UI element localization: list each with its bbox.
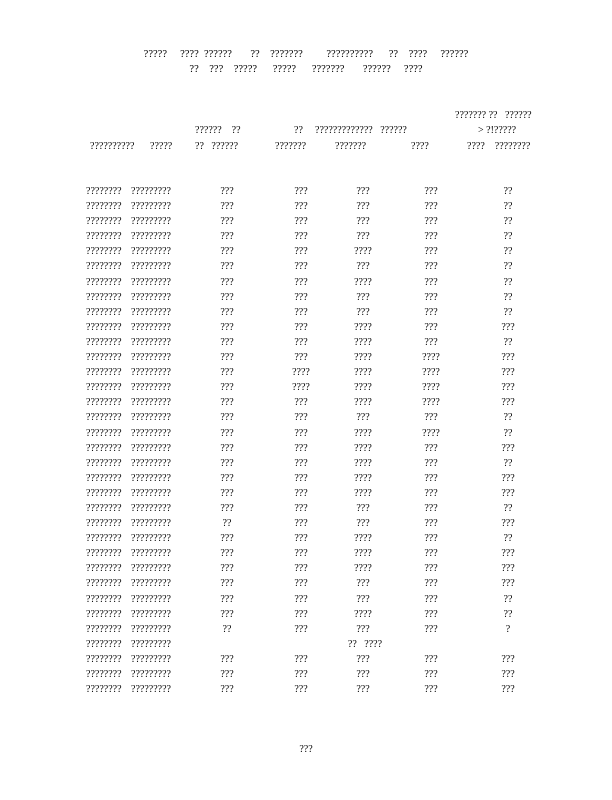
table-cell-c2: ?????????	[131, 487, 171, 499]
table-cell-c2: ?????????	[131, 336, 171, 348]
table-cell-c4: ???	[294, 578, 308, 590]
table-cell-c3: ???	[220, 276, 234, 288]
table-cell-c7: ???	[501, 669, 515, 680]
table-cell-c4: ???	[294, 231, 308, 243]
table-cell-c1: ????????	[86, 638, 122, 650]
header-col4-line-1: ??	[294, 125, 303, 136]
table-cell-c3: ???	[220, 412, 234, 424]
table-row	[0, 290, 612, 305]
table-cell-c2: ?????????	[131, 472, 171, 484]
table-cell-c7: ?	[505, 623, 511, 635]
table-cell-c7: ???	[501, 487, 515, 499]
table-cell-c1: ????????	[86, 593, 122, 605]
table-cell-c6: ???	[424, 457, 438, 469]
table-cell-c6: ???	[424, 593, 438, 605]
table-cell-c6: ????	[422, 382, 440, 394]
table-cell-c2: ?????????	[131, 623, 171, 635]
table-row	[0, 395, 612, 410]
table-cell-c7: ??	[503, 306, 513, 318]
table-cell-c4: ???	[294, 548, 308, 560]
table-cell-c6: ???	[424, 518, 438, 530]
table-cell-c2: ?????????	[131, 442, 171, 454]
table-cell-c3: ???	[220, 548, 234, 560]
table-cell-c5: ???	[356, 201, 370, 213]
table-cell-c2: ?????????	[131, 457, 171, 469]
table-cell-c1: ????????	[86, 216, 122, 228]
table-cell-c6: ???	[424, 306, 438, 318]
table-cell-c5: ????	[354, 533, 372, 545]
table-cell-c2: ?????????	[131, 669, 171, 680]
table-cell-c7: ???	[501, 442, 515, 454]
table-cell-c6: ???	[424, 623, 438, 635]
table-cell-c3: ???	[220, 563, 234, 575]
header-col5-6-line-1: ????????????? ??????	[315, 125, 407, 136]
table-cell-c4: ???	[294, 412, 308, 424]
table-cell-c2: ?????????	[131, 382, 171, 394]
table-cell-c3: ???	[220, 216, 234, 228]
table-cell-c2: ?????????	[131, 684, 171, 696]
table-cell-c4: ???	[294, 201, 308, 213]
table-cell-c4: ???	[294, 427, 308, 439]
table-cell-c6: ???	[424, 201, 438, 213]
table-row	[0, 516, 612, 531]
table-cell-c6: ???	[424, 412, 438, 424]
table-row	[0, 229, 612, 244]
table-cell-c5: ???	[356, 261, 370, 273]
table-row	[0, 441, 612, 456]
table-cell-c5: ???	[356, 216, 370, 228]
table-cell-c7: ??	[503, 201, 513, 213]
table-cell-c6: ???	[424, 246, 438, 258]
table-cell-c6: ???	[424, 669, 438, 680]
table-cell-c4: ???	[294, 261, 308, 273]
table-cell-c5: ???	[356, 186, 370, 197]
table-cell-c2: ?????????	[131, 653, 171, 665]
table-cell-c1: ????????	[86, 518, 122, 530]
table-row	[0, 486, 612, 501]
table-cell-c1: ????????	[86, 412, 122, 424]
table-cell-c6: ???	[424, 321, 438, 333]
table-cell-c7: ??	[503, 261, 513, 273]
table-cell-c1: ????????	[86, 563, 122, 575]
table-row	[0, 380, 612, 395]
table-cell-c1: ????????	[86, 653, 122, 665]
table-cell-c3: ??	[222, 623, 232, 635]
table-cell-c6: ???	[424, 548, 438, 560]
table-cell-c5: ????	[354, 548, 372, 560]
table-row	[0, 667, 612, 682]
table-cell-c4: ???	[294, 276, 308, 288]
table-cell-c5: ???	[356, 518, 370, 530]
table-cell-c3: ???	[220, 246, 234, 258]
table-cell-c3: ???	[220, 352, 234, 364]
header-col5-line-2: ???????	[335, 141, 367, 152]
table-cell-c2: ?????????	[131, 563, 171, 575]
table-cell-c1: ????????	[86, 336, 122, 348]
table-cell-c6: ???	[424, 533, 438, 545]
table-cell-c2: ?????????	[131, 397, 171, 409]
table-cell-c4: ???	[294, 502, 308, 514]
table-cell-c7: ??	[503, 186, 513, 197]
table-cell-c1: ????????	[86, 246, 122, 258]
table-cell-c7: ??	[503, 427, 513, 439]
table-cell-c2: ?????????	[131, 367, 171, 379]
table-cell-c4: ???	[294, 352, 308, 364]
table-cell-c3: ???	[220, 427, 234, 439]
table-cell-c4: ???	[294, 397, 308, 409]
table-cell-c1: ????????	[86, 548, 122, 560]
table-cell-c5: ???	[356, 653, 370, 665]
table-cell-c2: ?????????	[131, 533, 171, 545]
table-cell-c6: ???	[424, 502, 438, 514]
table-cell-c1: ????????	[86, 472, 122, 484]
table-cell-c1: ????????	[86, 427, 122, 439]
table-row	[0, 305, 612, 320]
table-cell-c7: ??	[503, 276, 513, 288]
table-cell-c5: ????	[354, 442, 372, 454]
table-cell-c5: ???	[356, 669, 370, 680]
table-cell-c7: ???	[501, 548, 515, 560]
table-cell-c2: ?????????	[131, 186, 171, 197]
table-cell-c1: ????????	[86, 397, 122, 409]
header-col2: ?????	[150, 141, 173, 152]
table-cell-c7: ???	[501, 382, 515, 394]
table-cell-c1: ????????	[86, 502, 122, 514]
table-cell-c5: ????	[354, 608, 372, 620]
table-cell-c7: ???	[501, 518, 515, 530]
table-cell-c3: ???	[220, 367, 234, 379]
table-cell-c3: ???	[220, 487, 234, 499]
table-cell-c5: ???	[356, 578, 370, 590]
table-cell-c1: ????????	[86, 352, 122, 364]
table-cell-c5: ????	[354, 336, 372, 348]
table-cell-c6: ???	[424, 216, 438, 228]
table-row	[0, 320, 612, 335]
table-cell-c1: ????????	[86, 457, 122, 469]
table-row	[0, 637, 612, 652]
table-cell-c2: ?????????	[131, 412, 171, 424]
table-cell-c7: ??	[503, 231, 513, 243]
table-cell-c6: ???	[424, 186, 438, 197]
table-cell-c5: ???	[356, 412, 370, 424]
table-cell-c5: ???	[356, 684, 370, 696]
table-cell-c5: ???	[356, 306, 370, 318]
table-cell-c7: ??	[503, 608, 513, 620]
table-cell-c7: ???	[501, 684, 515, 696]
table-cell-c6: ???	[424, 472, 438, 484]
table-cell-c2: ?????????	[131, 201, 171, 213]
table-cell-c7: ??	[503, 502, 513, 514]
table-cell-c4: ???	[294, 472, 308, 484]
table-cell-c3: ???	[220, 502, 234, 514]
table-row	[0, 410, 612, 425]
table-cell-c4: ???	[294, 653, 308, 665]
table-cell-c4: ???	[294, 291, 308, 303]
table-cell-c3: ???	[220, 533, 234, 545]
table-cell-c5: ???	[356, 231, 370, 243]
table-cell-c5: ????	[354, 276, 372, 288]
table-cell-c5: ????	[354, 563, 372, 575]
table-cell-c1: ????????	[86, 201, 122, 213]
document-title-line-1: ????? ???? ?????? ?? ??????? ?????????? ?? ???? ??????	[143, 49, 469, 60]
page-number: ???	[299, 744, 313, 755]
table-cell-c6: ???	[424, 653, 438, 665]
table-cell-c7: ??	[503, 412, 513, 424]
table-cell-c1: ????????	[86, 533, 122, 545]
table-row	[0, 244, 612, 259]
table-cell-c3: ???	[220, 457, 234, 469]
header-col7-line-2: > ?!?????	[478, 125, 517, 136]
table-cell-c1: ????????	[86, 684, 122, 696]
table-cell-c4: ???	[294, 186, 308, 197]
table-cell-c3: ???	[220, 684, 234, 696]
table-row	[0, 214, 612, 229]
table-cell-c5: ????	[354, 457, 372, 469]
table-cell-c6: ???	[424, 442, 438, 454]
table-cell-c3: ???	[220, 291, 234, 303]
table-row	[0, 365, 612, 380]
table-row	[0, 607, 612, 622]
header-col3-line-1: ?????? ??	[195, 125, 241, 136]
table-cell-c5: ????	[354, 246, 372, 258]
table-cell-c5: ????	[354, 397, 372, 409]
table-cell-c3: ???	[220, 336, 234, 348]
table-row	[0, 682, 612, 697]
table-cell-c3: ???	[220, 397, 234, 409]
table-cell-c6: ???	[424, 684, 438, 696]
table-cell-c5: ????	[354, 427, 372, 439]
table-cell-c5: ???	[356, 502, 370, 514]
table-row	[0, 592, 612, 607]
table-cell-c2: ?????????	[131, 427, 171, 439]
table-cell-c4: ???	[294, 487, 308, 499]
table-cell-c6: ????	[422, 352, 440, 364]
table-cell-c4: ???	[294, 608, 308, 620]
table-cell-c2: ?????????	[131, 321, 171, 333]
table-cell-c7: ???	[501, 578, 515, 590]
table-cell-c6: ???	[424, 608, 438, 620]
table-cell-merged: ?? ????	[347, 638, 383, 650]
table-cell-c5: ????	[354, 367, 372, 379]
header-col6-line-2: ????	[411, 141, 429, 152]
header-col7-line-1: ??????? ?? ??????	[455, 110, 532, 121]
table-cell-c1: ????????	[86, 261, 122, 273]
table-cell-c4: ????	[292, 367, 310, 379]
table-cell-c1: ????????	[86, 623, 122, 635]
table-cell-c7: ??	[503, 246, 513, 258]
table-row	[0, 199, 612, 214]
table-cell-c6: ???	[424, 563, 438, 575]
table-cell-c4: ???	[294, 518, 308, 530]
table-cell-c1: ????????	[86, 367, 122, 379]
table-cell-c7: ??	[503, 593, 513, 605]
table-cell-c6: ???	[424, 336, 438, 348]
table-cell-c1: ????????	[86, 608, 122, 620]
table-cell-c1: ????????	[86, 487, 122, 499]
table-row	[0, 576, 612, 591]
table-cell-c4: ????	[292, 382, 310, 394]
table-cell-c7: ???	[501, 563, 515, 575]
table-cell-c1: ????????	[86, 291, 122, 303]
table-cell-c5: ????	[354, 352, 372, 364]
table-row	[0, 350, 612, 365]
table-row	[0, 335, 612, 350]
table-cell-c4: ???	[294, 533, 308, 545]
table-cell-c2: ?????????	[131, 578, 171, 590]
table-row	[0, 259, 612, 274]
header-col3-line-2: ?? ??????	[195, 141, 239, 152]
table-cell-c7: ??	[503, 457, 513, 469]
table-cell-c1: ????????	[86, 306, 122, 318]
table-cell-c7: ???	[501, 653, 515, 665]
table-cell-c4: ???	[294, 593, 308, 605]
table-cell-c4: ???	[294, 246, 308, 258]
table-cell-c2: ?????????	[131, 306, 171, 318]
table-cell-c4: ???	[294, 442, 308, 454]
table-cell-c3: ???	[220, 261, 234, 273]
table-cell-c1: ????????	[86, 276, 122, 288]
table-cell-c4: ???	[294, 563, 308, 575]
table-cell-c4: ???	[294, 306, 308, 318]
table-cell-c6: ????	[422, 397, 440, 409]
table-cell-c4: ???	[294, 457, 308, 469]
table-cell-c2: ?????????	[131, 246, 171, 258]
table-cell-c1: ????????	[86, 382, 122, 394]
table-cell-c3: ???	[220, 201, 234, 213]
table-row	[0, 275, 612, 290]
table-cell-c4: ???	[294, 336, 308, 348]
table-cell-c6: ???	[424, 487, 438, 499]
table-cell-c4: ???	[294, 321, 308, 333]
table-cell-c7: ??	[503, 291, 513, 303]
table-cell-c1: ????????	[86, 231, 122, 243]
table-row	[0, 531, 612, 546]
table-cell-c1: ????????	[86, 442, 122, 454]
table-cell-c2: ?????????	[131, 502, 171, 514]
table-cell-c5: ????	[354, 472, 372, 484]
table-row	[0, 456, 612, 471]
table-cell-c2: ?????????	[131, 518, 171, 530]
document-title-line-2: ?? ??? ????? ????? ??????? ?????? ????	[189, 64, 423, 75]
table-cell-c7: ??	[503, 216, 513, 228]
table-cell-c7: ???	[501, 472, 515, 484]
table-cell-c6: ???	[424, 291, 438, 303]
table-cell-c5: ????	[354, 487, 372, 499]
table-row	[0, 426, 612, 441]
header-col4-line-2: ???????	[275, 141, 307, 152]
table-cell-c2: ?????????	[131, 593, 171, 605]
table-cell-c1: ????????	[86, 186, 122, 197]
table-cell-c3: ???	[220, 231, 234, 243]
table-cell-c3: ???	[220, 306, 234, 318]
table-row	[0, 622, 612, 637]
table-cell-c2: ?????????	[131, 352, 171, 364]
table-cell-c6: ????	[422, 367, 440, 379]
table-row	[0, 652, 612, 667]
table-cell-c2: ?????????	[131, 261, 171, 273]
table-cell-c4: ???	[294, 684, 308, 696]
table-cell-c6: ???	[424, 578, 438, 590]
table-cell-c3: ???	[220, 669, 234, 680]
table-cell-c4: ???	[294, 623, 308, 635]
table-cell-c6: ???	[424, 231, 438, 243]
table-cell-c1: ????????	[86, 669, 122, 680]
table-cell-c3: ???	[220, 653, 234, 665]
table-cell-c5: ????	[354, 382, 372, 394]
table-cell-c3: ???	[220, 608, 234, 620]
table-cell-c6: ???	[424, 276, 438, 288]
table-cell-c3: ???	[220, 186, 234, 197]
table-cell-c2: ?????????	[131, 608, 171, 620]
table-cell-c5: ????	[354, 321, 372, 333]
table-row	[0, 184, 612, 199]
table-cell-c3: ???	[220, 593, 234, 605]
table-cell-c5: ???	[356, 593, 370, 605]
table-cell-c7: ??	[503, 336, 513, 348]
data-table	[0, 184, 612, 697]
table-cell-c4: ???	[294, 669, 308, 680]
table-cell-c2: ?????????	[131, 276, 171, 288]
table-cell-c1: ????????	[86, 578, 122, 590]
table-cell-c4: ???	[294, 216, 308, 228]
table-cell-c2: ?????????	[131, 548, 171, 560]
table-cell-c2: ?????????	[131, 231, 171, 243]
table-cell-c2: ?????????	[131, 291, 171, 303]
table-cell-c2: ?????????	[131, 216, 171, 228]
table-cell-c7: ??	[503, 533, 513, 545]
header-col1: ??????????	[90, 141, 135, 152]
table-cell-c3: ???	[220, 382, 234, 394]
table-cell-c5: ???	[356, 291, 370, 303]
table-cell-c3: ???	[220, 321, 234, 333]
table-cell-c1: ????????	[86, 321, 122, 333]
table-cell-c3: ???	[220, 442, 234, 454]
table-cell-c7: ???	[501, 321, 515, 333]
header-col7-line-3: ???? ????????	[467, 141, 531, 152]
table-cell-c5: ???	[356, 623, 370, 635]
table-cell-c7: ???	[501, 397, 515, 409]
table-row	[0, 501, 612, 516]
table-cell-c6: ????	[422, 427, 440, 439]
table-cell-c7: ???	[501, 367, 515, 379]
table-cell-c6: ???	[424, 261, 438, 273]
table-row	[0, 471, 612, 486]
table-row	[0, 546, 612, 561]
table-cell-c3: ???	[220, 472, 234, 484]
table-cell-c3: ??	[222, 518, 232, 530]
table-row	[0, 561, 612, 576]
table-cell-c3: ???	[220, 578, 234, 590]
table-cell-c7: ???	[501, 352, 515, 364]
table-cell-c2: ?????????	[131, 638, 171, 650]
